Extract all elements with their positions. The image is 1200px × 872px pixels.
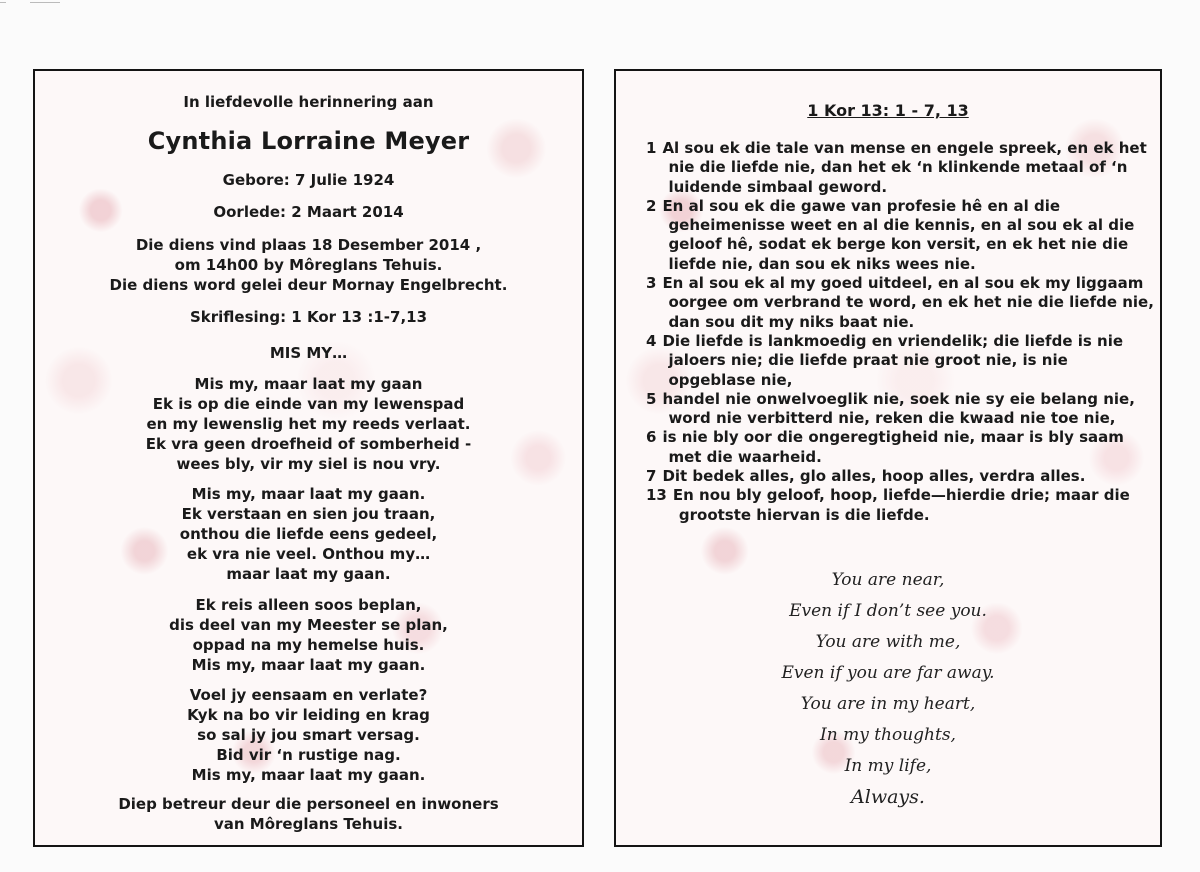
verse-line: En al sou ek al my goed uitdeel, en al sou ek my liggaam <box>662 274 1144 293</box>
verse-number: 1 <box>646 139 657 157</box>
birth-date: Gebore: 7 Julie 1924 <box>222 171 395 189</box>
script-line: You are near, <box>831 570 945 590</box>
verse-line: Dit bedek alles, glo alles, hoop alles, verdra alles. <box>662 467 1086 486</box>
verse <box>646 274 1154 332</box>
verse-line: En al sou ek die gawe van profesie hê en al die <box>662 196 1061 215</box>
poem-line: en my lewenslig het my reeds verlaat. <box>146 415 471 433</box>
poem-line: onthou die liefde eens gedeel, <box>179 525 438 543</box>
poem-stanza-3 <box>35 595 582 675</box>
service-line: Die diens vind plaas 18 Desember 2014 , <box>135 236 482 254</box>
verse-line: word nie verbitterd nie, reken die kwaad nie toe nie, <box>668 409 1116 428</box>
poem-line: maar laat my gaan. <box>226 565 391 583</box>
script-line: In my thoughts, <box>820 725 956 745</box>
intro-text: In liefdevolle herinnering aan <box>183 93 434 111</box>
verse-line: handel nie onwelvoeglik nie, soek nie sy eie belang nie, <box>662 389 1135 408</box>
verse <box>646 197 1146 274</box>
script-line: Even if you are far away. <box>781 663 995 683</box>
verse-number: 4 <box>646 331 657 350</box>
script-line: Even if I don’t see you. <box>789 601 987 621</box>
verse-line: geheimenisse weet en al die kennis, en al sou ek al die <box>668 216 1135 235</box>
poem-line: dis deel van my Meester se plan, <box>169 616 448 634</box>
poem-line: Mis my, maar laat my gaan. <box>191 766 426 784</box>
scripture-title: 1 Kor 13: 1 - 7, 13 <box>807 101 969 120</box>
verse-line: liefde nie, dan sou ek niks wees nie. <box>668 254 976 273</box>
scan-mark <box>30 2 60 3</box>
verse-line: Al sou ek die tale van mense en engele spreek, en ek het <box>662 139 1147 157</box>
verse <box>646 428 1146 467</box>
poem-line: Ek reis alleen soos beplan, <box>195 596 422 614</box>
script-line: Always. <box>851 786 925 808</box>
poem-line: Bid vir ‘n rustige nag. <box>216 746 401 764</box>
footer-line: van Môreglans Tehuis. <box>214 815 403 833</box>
scan-mark <box>0 2 6 3</box>
poem-line: Voel jy eensaam en verlate? <box>189 686 428 704</box>
verse-line: is nie bly oor die ongeregtigheid nie, maar is bly saam <box>662 428 1124 447</box>
verse-line: luidende simbaal geword. <box>668 177 888 196</box>
script-line: You are with me, <box>815 632 961 652</box>
verse-line: En nou bly geloof, hoop, liefde—hierdie drie; maar die <box>672 486 1130 505</box>
verse-number: 3 <box>646 274 657 293</box>
verse-line: oorgee om verbrand te word, en ek het nie die liefde nie, <box>668 293 1154 312</box>
verse-line: Die liefde is lankmoedig en vriendelik; die liefde is nie <box>662 331 1124 350</box>
verse-number: 7 <box>646 467 657 486</box>
service-line: Die diens word gelei deur Mornay Engelbrecht. <box>109 276 508 294</box>
poem-line: so sal jy jou smart versag. <box>197 726 420 744</box>
verse-number: 6 <box>646 428 657 447</box>
service-details <box>35 235 582 295</box>
verse-number: 13 <box>646 486 667 505</box>
scripture-reading: Skriflesing: 1 Kor 13 :1-7,13 <box>189 308 428 326</box>
death-date: Oorlede: 2 Maart 2014 <box>213 203 404 221</box>
scripture-verses <box>646 139 1154 525</box>
poem-stanza-1 <box>35 374 582 474</box>
poem-stanza-4 <box>35 685 582 785</box>
verse-line: opgeblase nie, <box>668 370 793 389</box>
poem-line: oppad na my hemelse huis. <box>192 636 425 654</box>
poem-line: Ek is op die einde van my lewenspad <box>152 395 465 413</box>
footer-line: Diep betreur deur die personeel en inwoners <box>118 795 499 813</box>
poem-line: Mis my, maar laat my gaan. <box>191 656 426 674</box>
verse <box>646 332 1146 390</box>
poem-line: Mis my, maar laat my gaan. <box>191 485 426 503</box>
verse-line: jaloers nie; die liefde praat nie groot nie, is nie <box>668 351 1068 370</box>
verse <box>646 390 1146 429</box>
poem-line: wees bly, vir my siel is nou vry. <box>176 455 441 473</box>
poem-title: MIS MY… <box>269 344 348 362</box>
poem-line: Kyk na bo vir leiding en krag <box>187 706 430 724</box>
condolence-footer <box>35 794 582 834</box>
verse-number: 5 <box>646 389 657 408</box>
poem-stanza-2 <box>35 484 582 584</box>
verse-line: geloof hê, sodat ek berge kon versit, en ek het nie die <box>668 235 1129 254</box>
poem-line: Ek vra geen droefheid of somberheid - <box>145 435 472 453</box>
poem-line: Ek verstaan en sien jou traan, <box>181 505 436 523</box>
verse-number: 2 <box>646 196 657 215</box>
verse <box>646 139 1146 197</box>
script-line: You are in my heart, <box>800 694 976 714</box>
verse-line: dan sou dit my niks baat nie. <box>668 312 915 331</box>
script-line: In my life, <box>844 756 932 776</box>
verse <box>646 467 1146 486</box>
verse-line: grootste hiervan is die liefde. <box>678 505 930 524</box>
memorial-card-right-panel <box>614 69 1162 847</box>
verse-line: nie die liefde nie, dan het ek ‘n klinkende metaal of ‘n <box>668 158 1128 177</box>
script-poem <box>616 565 1160 813</box>
memorial-card-left-panel <box>33 69 584 847</box>
verse <box>646 486 1146 525</box>
poem-line: ek vra nie veel. Onthou my… <box>186 545 431 563</box>
deceased-name: Cynthia Lorraine Meyer <box>147 127 470 155</box>
service-line: om 14h00 by Môreglans Tehuis. <box>174 256 443 274</box>
poem-line: Mis my, maar laat my gaan <box>194 375 423 393</box>
verse-line: met die waarheid. <box>668 447 822 466</box>
